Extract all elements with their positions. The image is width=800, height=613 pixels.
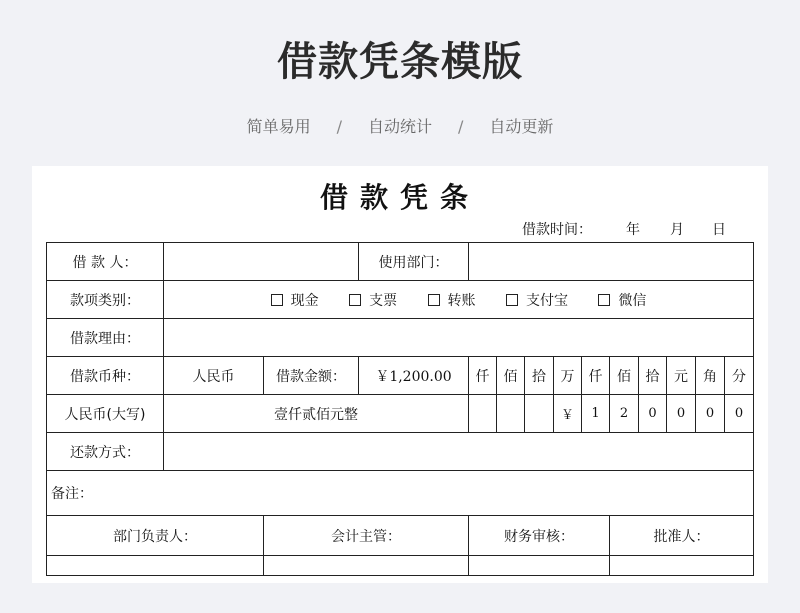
currency-label: 借款币种：: [47, 357, 164, 395]
unit-fen: 分: [725, 357, 754, 395]
approver-sign[interactable]: [610, 556, 754, 576]
tagline: [0, 114, 800, 137]
option-cash[interactable]: 现金: [271, 293, 319, 309]
note-field[interactable]: [47, 471, 754, 516]
amount-label: 借款金额：: [264, 357, 359, 395]
accounting-supervisor-label: 会计主管：: [264, 516, 469, 556]
loan-date-line: [522, 219, 726, 239]
option-wechat[interactable]: 微信: [598, 293, 646, 309]
category-options: [164, 281, 754, 319]
tag-easy: 简单易用: [246, 117, 311, 136]
dept-head-sign[interactable]: [47, 556, 264, 576]
unit-qian-1: 仟: [469, 357, 497, 395]
month-label: 月: [670, 222, 684, 238]
reason-field[interactable]: [164, 319, 754, 357]
digit-cell: 0: [639, 395, 667, 433]
reason-label: 借款理由：: [47, 319, 164, 357]
borrower-label: 借 款 人：: [47, 243, 164, 281]
finance-review-label: 财务审核：: [469, 516, 610, 556]
row-currency-amount: [47, 357, 754, 395]
borrower-field[interactable]: [164, 243, 359, 281]
checkbox-icon[interactable]: [349, 294, 361, 306]
tag-auto-update: 自动更新: [489, 117, 554, 136]
row-signatures: [47, 516, 754, 556]
loan-form-table: [46, 242, 754, 576]
row-borrower: [47, 243, 754, 281]
row-note: [47, 471, 754, 516]
category-label: 款项类别：: [47, 281, 164, 319]
digit-cell: 0: [667, 395, 696, 433]
dept-field[interactable]: [469, 243, 754, 281]
day-label: 日: [712, 222, 726, 238]
amount-value[interactable]: ￥1,200.00: [359, 357, 469, 395]
tag-separator: /: [458, 117, 464, 136]
option-check[interactable]: 支票: [349, 293, 397, 309]
loan-date-label: 借款时间：: [522, 222, 592, 238]
document-sheet: [32, 166, 768, 583]
checkbox-icon[interactable]: [428, 294, 440, 306]
repay-field[interactable]: [164, 433, 754, 471]
finance-review-sign[interactable]: [469, 556, 610, 576]
digit-cell: [497, 395, 525, 433]
note-label: 备注：: [51, 486, 93, 502]
page-title: 借款凭条模版: [277, 39, 523, 85]
option-transfer[interactable]: 转账: [428, 293, 476, 309]
digit-cell: 0: [696, 395, 725, 433]
row-category: [47, 281, 754, 319]
unit-yuan: 元: [667, 357, 696, 395]
year-label: 年: [626, 222, 640, 238]
option-alipay[interactable]: 支付宝: [506, 293, 568, 309]
accounting-supervisor-sign[interactable]: [264, 556, 469, 576]
tag-separator: /: [336, 117, 342, 136]
uppercase-label: 人民币(大写): [47, 395, 164, 433]
row-reason: [47, 319, 754, 357]
repay-label: 还款方式：: [47, 433, 164, 471]
row-signature-space: [47, 556, 754, 576]
digit-cell: 1: [582, 395, 610, 433]
dept-head-label: 部门负责人：: [47, 516, 264, 556]
checkbox-icon[interactable]: [598, 294, 610, 306]
digit-cell: 2: [610, 395, 639, 433]
unit-shi-2: 拾: [639, 357, 667, 395]
unit-wan: 万: [554, 357, 582, 395]
unit-bai-1: 佰: [497, 357, 525, 395]
unit-shi-1: 拾: [525, 357, 554, 395]
currency-value[interactable]: 人民币: [164, 357, 264, 395]
document-title: 借款凭条: [319, 181, 480, 214]
row-repayment: [47, 433, 754, 471]
digit-cell: [469, 395, 497, 433]
dept-label: 使用部门：: [359, 243, 469, 281]
digit-cell: [525, 395, 554, 433]
digit-cell: ￥: [554, 395, 582, 433]
unit-qian-2: 仟: [582, 357, 610, 395]
row-uppercase: [47, 395, 754, 433]
tag-auto-stats: 自动统计: [367, 117, 432, 136]
unit-jiao: 角: [696, 357, 725, 395]
uppercase-value: 壹仟贰佰元整: [164, 395, 469, 433]
digit-cell: 0: [725, 395, 754, 433]
checkbox-icon[interactable]: [506, 294, 518, 306]
approver-label: 批准人：: [610, 516, 754, 556]
checkbox-icon[interactable]: [271, 294, 283, 306]
unit-bai-2: 佰: [610, 357, 639, 395]
